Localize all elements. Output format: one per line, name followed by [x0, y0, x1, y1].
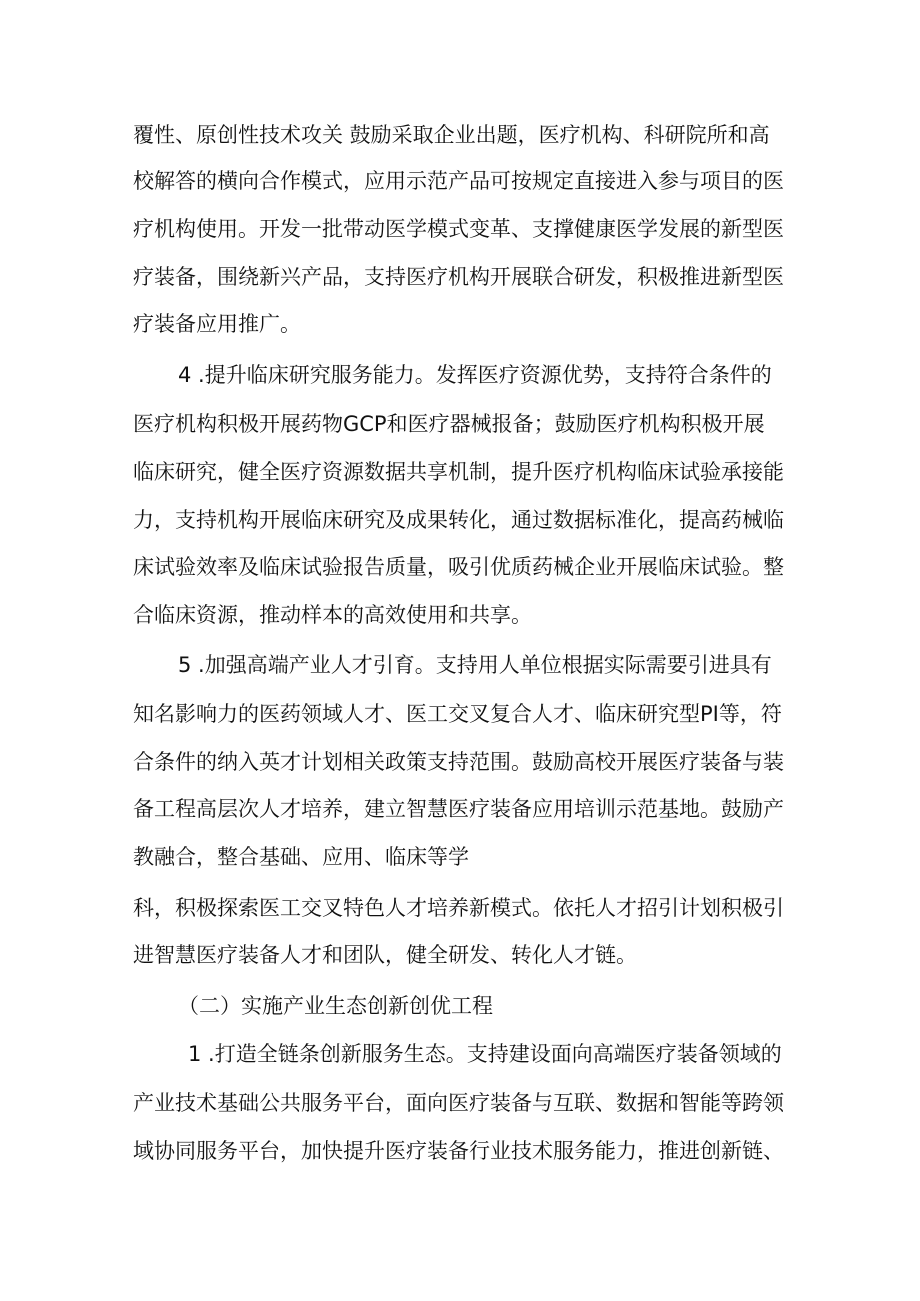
- section-item-4-heading-line: 4 .提升临床研究服务能力。发挥医疗资源优势，支持符合条件的: [178, 363, 772, 387]
- paragraph-line: 科，积极探索医工交叉特色人才培养新模式。依托人才招引计划积极引: [133, 896, 784, 920]
- paragraph-line: 校解答的横向合作模式，应用示范产品可按规定直接进入参与项目的医: [133, 169, 784, 193]
- paragraph-line: 医疗机构积极开展药物GCP和医疗器械报备；鼓励医疗机构积极开展: [133, 412, 765, 436]
- section-heading: （二）实施产业生态创新创优工程: [178, 994, 493, 1018]
- paragraph-line: 覆性、原创性技术攻关 鼓励采取企业出题，医疗机构、科研院所和高: [133, 123, 770, 147]
- paragraph-line: 域协同服务平台，加快提升医疗装备行业技术服务能力，推进创新链、: [133, 1139, 784, 1163]
- paragraph-line: 教融合，整合基础、应用、临床等学: [133, 845, 469, 869]
- paragraph-line: 力，支持机构开展临床研究及成果转化，通过数据标准化，提高药械临: [133, 508, 784, 532]
- paragraph-line: 备工程高层次人才培养，建立智慧医疗装备应用培训示范基地。鼓励产: [133, 797, 784, 821]
- section-item-5-heading-line: 5 .加强高端产业人才引育。支持用人单位根据实际需要引进具有: [178, 653, 772, 677]
- paragraph-line: 进智慧医疗装备人才和团队，健全研发、转化人才链。: [133, 943, 637, 967]
- paragraph-line: 合临床资源，推动样本的高效使用和共享。: [133, 603, 532, 627]
- section-item-1-heading-line: 1 .打造全链条创新服务生态。支持建设面向高端医疗装备领域的: [188, 1042, 782, 1066]
- paragraph-line: 临床研究，健全医疗资源数据共享机制，提升医疗机构临床试验承接能: [133, 460, 784, 484]
- paragraph-line: 合条件的纳入英才计划相关政策支持范围。鼓励高校开展医疗装备与装: [133, 750, 784, 774]
- paragraph-line: 产业技术基础公共服务平台，面向医疗装备与互联、数据和智能等跨领: [133, 1091, 784, 1115]
- paragraph-line: 知名影响力的医药领域人才、医工交叉复合人才、临床研究型PI等，符: [133, 702, 782, 726]
- paragraph-line: 疗装备，围绕新兴产品，支持医疗机构开展联合研发，积极推进新型医: [133, 265, 784, 289]
- paragraph-line: 疗机构使用。开发一批带动医学模式变革、支撑健康医学发展的新型医: [133, 217, 784, 241]
- paragraph-line: 床试验效率及临床试验报告质量，吸引优质药械企业开展临床试验。整: [133, 555, 784, 579]
- paragraph-line: 疗装备应用推广。: [133, 312, 301, 336]
